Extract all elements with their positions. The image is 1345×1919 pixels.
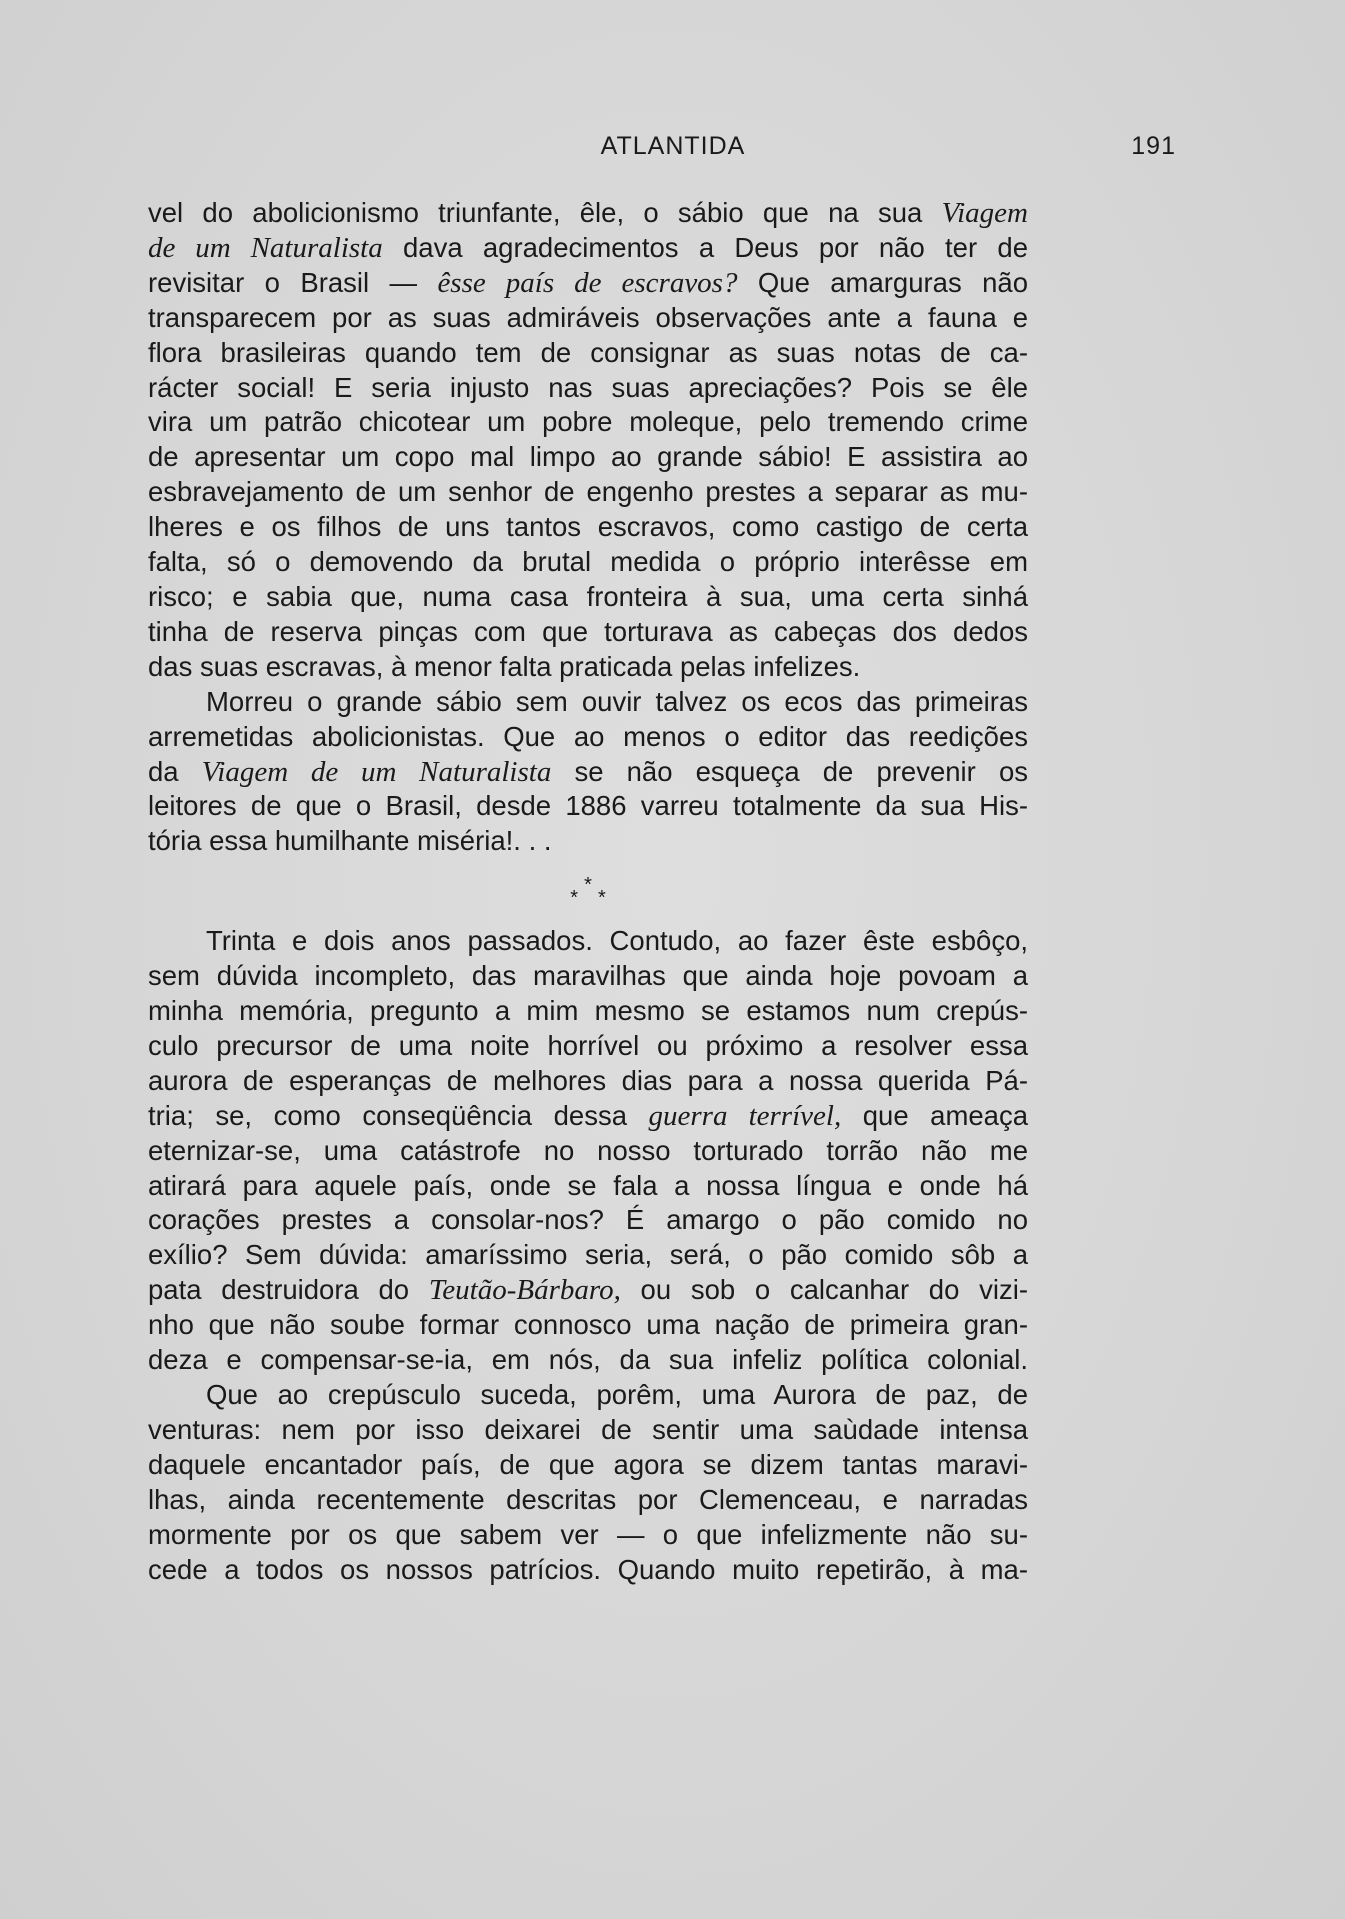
text-run: de apresentar um copo mal limpo ao grande sábio! E assistira ao [148,441,1028,473]
text-line [148,580,1028,615]
text-line [148,1413,1028,1448]
text-line [148,510,1028,545]
text-run: vira um patrão chicotear um pobre moleque, pelo tremendo crime [148,406,1028,438]
text-run: lhas, ainda recentemente descritas por Clemenceau, e narradas [148,1483,1028,1515]
text-line [148,196,1028,231]
separator-mark-top: * [584,874,592,897]
text-run: transparecem por as suas admiráveis observações ante a fauna e [148,301,1028,333]
text-line [148,615,1028,650]
text-line [148,545,1028,580]
text-run: ou sob o calcanhar do vizi- [620,1274,1028,1306]
italic-text: Viagem de um Naturalista [201,755,552,788]
paragraph-4 [148,1378,1028,1587]
text-run: sem dúvida incompleto, das maravilhas que ainda hoje povoam a [148,960,1028,992]
text-run: Trinta e dois anos passados. Contudo, ao fazer êste esbôço, [206,925,1028,957]
text-line [148,1029,1028,1064]
text-line [148,1343,1028,1378]
italic-text: guerra terrível, [648,1099,842,1132]
text-run: tória essa humilhante miséria!. . . [148,825,552,857]
paragraph-3 [148,924,1028,1378]
text-run: flora brasileiras quando tem de consignar as suas notas de ca- [148,336,1028,368]
text-line [148,650,1028,685]
italic-text: de um Naturalista [148,231,383,264]
text-line [148,685,1028,720]
text-run: minha memória, pregunto a mim mesmo se estamos num crepús- [148,995,1028,1027]
text-line [148,720,1028,755]
text-line [148,1483,1028,1518]
text-run: vel do abolicionismo triunfante, êle, o sábio que na sua [148,197,942,228]
text-line [148,336,1028,371]
text-run: corações prestes a consolar-nos? É amargo o pão comido no [148,1204,1028,1236]
text-run: Que amarguras não [737,266,1028,298]
text-run: arremetidas abolicionistas. Que ao menos o editor das reedições [148,720,1028,752]
text-line [148,1064,1028,1099]
text-line [148,1448,1028,1483]
paragraph-2 [148,685,1028,860]
body-text [148,196,1028,1587]
text-line [148,1169,1028,1204]
text-line [148,1134,1028,1169]
text-run: culo precursor de uma noite horrível ou próximo a resolver essa [148,1029,1028,1061]
text-line [148,959,1028,994]
text-run: lheres e os filhos de uns tantos escravos, como castigo de certa [148,511,1028,543]
text-run: que ameaça [841,1099,1028,1131]
text-line [148,1518,1028,1553]
text-run: tinha de reserva pinças com que torturava as cabeças dos dedos [148,615,1028,647]
text-line [148,440,1028,475]
text-run: mormente por os que sabem ver — o que infelizmente não su- [148,1518,1028,1550]
text-line [148,405,1028,440]
italic-text: Viagem [941,197,1028,229]
paragraph-1 [148,196,1028,685]
text-run: da [148,755,202,787]
text-run: daquele encantador país, de que agora se dizem tantas maravi- [148,1448,1028,1480]
text-run: risco; e sabia que, numa casa fronteira à sua, uma certa sinhá [148,580,1028,612]
text-run: aurora de esperanças de melhores dias para a nossa querida Pá- [148,1064,1028,1096]
text-run: eternizar-se, uma catástrofe no nosso torturado torrão não me [148,1134,1028,1166]
text-line [148,1273,1028,1308]
text-run: Morreu o grande sábio sem ouvir talvez os ecos das primeiras [206,685,1028,717]
text-run: rácter social! E seria injusto nas suas apreciações? Pois se êle [148,371,1028,403]
separator-mark-bottom: * * [570,887,606,910]
text-line [148,1203,1028,1238]
text-line [148,1308,1028,1343]
text-run: atirará para aquele país, onde se fala a nossa língua e onde há [148,1169,1028,1201]
running-head [148,132,1198,166]
text-line [148,475,1028,510]
section-separator [148,859,1028,924]
text-run: se não esqueça de prevenir os [551,755,1028,787]
text-line [148,301,1028,336]
page-number: 191 [1131,132,1176,160]
text-run: tria; se, como conseqüência dessa [148,1099,649,1131]
text-line [148,924,1028,959]
text-run: Que ao crepúsculo suceda, porêm, uma Aurora de paz, de [206,1379,1028,1410]
text-line [148,1099,1028,1134]
italic-text: êsse país de escravos? [437,266,738,299]
text-line [148,1378,1028,1413]
text-line [148,755,1028,790]
text-run: falta, só o demovendo da brutal medida o próprio interêsse em [148,546,1028,578]
text-line [148,1238,1028,1273]
text-line [148,1553,1028,1588]
text-line [148,231,1028,266]
text-run: nho que não soube formar connosco uma nação de primeira gran- [148,1309,1028,1341]
text-run: exílio? Sem dúvida: amaríssimo seria, será, o pão comido sôb a [148,1239,1028,1271]
text-line [148,371,1028,406]
text-run: revisitar o Brasil — [148,266,438,298]
running-title: ATLANTIDA [600,132,746,160]
text-run: deza e compensar-se-ia, em nós, da sua infeliz política colonial. [148,1344,1028,1376]
text-line [148,824,1028,859]
text-line [148,789,1028,824]
text-run: pata destruidora do [148,1274,429,1306]
text-run: esbravejamento de um senhor de engenho prestes a separar as mu- [148,476,1028,508]
text-run: leitores de que o Brasil, desde 1886 varreu totalmente da sua His- [148,790,1028,822]
text-line [148,994,1028,1029]
text-run: das suas escravas, à menor falta praticada pelas infelizes. [148,650,861,682]
text-line [148,266,1028,301]
text-run: venturas: nem por isso deixarei de sentir uma saùdade intensa [148,1413,1028,1445]
italic-text: Teutão-Bárbaro, [428,1274,621,1307]
text-run: cede a todos os nossos patrícios. Quando muito repetirão, à ma- [148,1553,1028,1585]
text-run: dava agradecimentos a Deus por não ter de [382,231,1028,263]
